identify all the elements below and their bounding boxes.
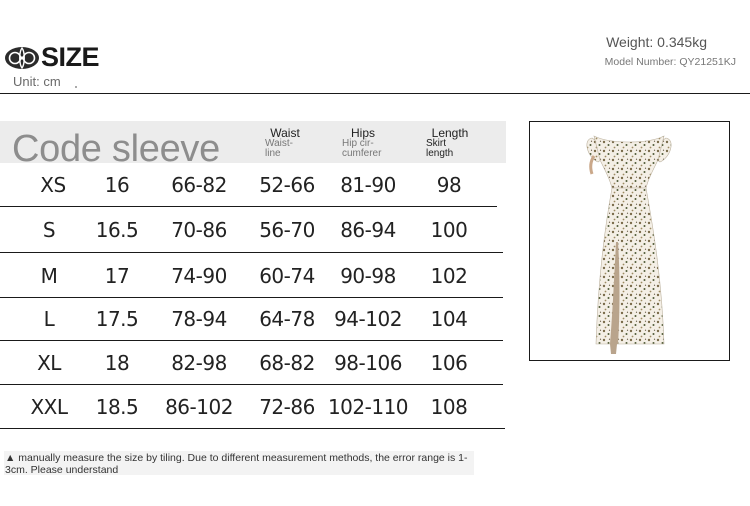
bust-cell: 74-90 xyxy=(171,264,227,288)
model-number: Model Number: QY21251KJ xyxy=(604,56,736,68)
page-title: SIZE xyxy=(41,42,100,72)
bust-cell: 70-86 xyxy=(171,218,227,242)
sleeve-cell: 17.5 xyxy=(95,307,139,331)
header-divider xyxy=(0,93,750,94)
column-header-waist: Waist xyxy=(270,126,300,140)
hips-cell: 94-102 xyxy=(334,307,402,331)
column-subheader-hips: Hip cir- cumferer xyxy=(342,138,382,159)
column-header-hips: Hips xyxy=(350,126,375,140)
footnote-text: ▲ manually measure the size by tiling. Due to different measurement methods, the error range is 1-3cm. Please understand xyxy=(5,452,468,476)
hips-cell: 98-106 xyxy=(334,351,402,375)
table-row xyxy=(0,163,506,207)
length-cell: 106 xyxy=(430,351,468,375)
length-cell: 102 xyxy=(430,264,468,288)
hips-cell: 90-98 xyxy=(340,264,396,288)
waist-cell: 60-74 xyxy=(259,264,315,288)
size-code-cell: S xyxy=(42,218,56,242)
table-row xyxy=(0,297,506,341)
table-row xyxy=(0,341,506,385)
table-row xyxy=(0,385,506,429)
decorative-dot xyxy=(75,86,77,88)
row-divider xyxy=(0,206,497,207)
size-code-cell: XL xyxy=(37,351,61,375)
sleeve-cell: 18 xyxy=(104,351,130,375)
column-subheader-length: Skirt length xyxy=(426,138,454,159)
hips-cell: 81-90 xyxy=(340,173,396,197)
bust-cell: 66-82 xyxy=(171,173,227,197)
bust-cell: 86-102 xyxy=(165,395,233,419)
length-cell: 108 xyxy=(430,395,468,419)
size-code-cell: XS xyxy=(40,173,66,197)
waist-cell: 68-82 xyxy=(259,351,315,375)
waist-cell: 52-66 xyxy=(259,173,315,197)
column-header-code-sleeve: Code sleeve xyxy=(12,128,220,170)
bust-cell: 82-98 xyxy=(171,351,227,375)
sleeve-cell: 18.5 xyxy=(95,395,139,419)
floral-dress-illustration xyxy=(530,122,729,360)
length-cell: 100 xyxy=(430,218,468,242)
waist-cell: 64-78 xyxy=(259,307,315,331)
unit-label: Unit: cm xyxy=(13,74,61,89)
column-header-length: Length xyxy=(431,126,469,140)
waist-cell: 56-70 xyxy=(259,218,315,242)
size-code-cell: XXL xyxy=(30,395,68,419)
waist-cell: 72-86 xyxy=(259,395,315,419)
size-code-cell: L xyxy=(43,307,55,331)
row-divider xyxy=(0,428,505,429)
sleeve-cell: 16 xyxy=(104,173,130,197)
table-row xyxy=(0,208,506,252)
hips-cell: 86-94 xyxy=(340,218,396,242)
table-row xyxy=(0,254,506,298)
column-subheader-waist: Waist- line xyxy=(265,138,293,159)
length-cell: 98 xyxy=(436,173,462,197)
length-cell: 104 xyxy=(430,307,468,331)
row-divider xyxy=(0,252,503,253)
sleeve-cell: 17 xyxy=(104,264,130,288)
hips-cell: 102-110 xyxy=(327,395,409,419)
weight-label: Weight: 0.345kg xyxy=(606,34,707,50)
sleeve-cell: 16.5 xyxy=(95,218,139,242)
brand-logo-icon xyxy=(4,44,40,70)
product-photo xyxy=(529,121,730,361)
bust-cell: 78-94 xyxy=(171,307,227,331)
size-code-cell: M xyxy=(40,264,58,288)
